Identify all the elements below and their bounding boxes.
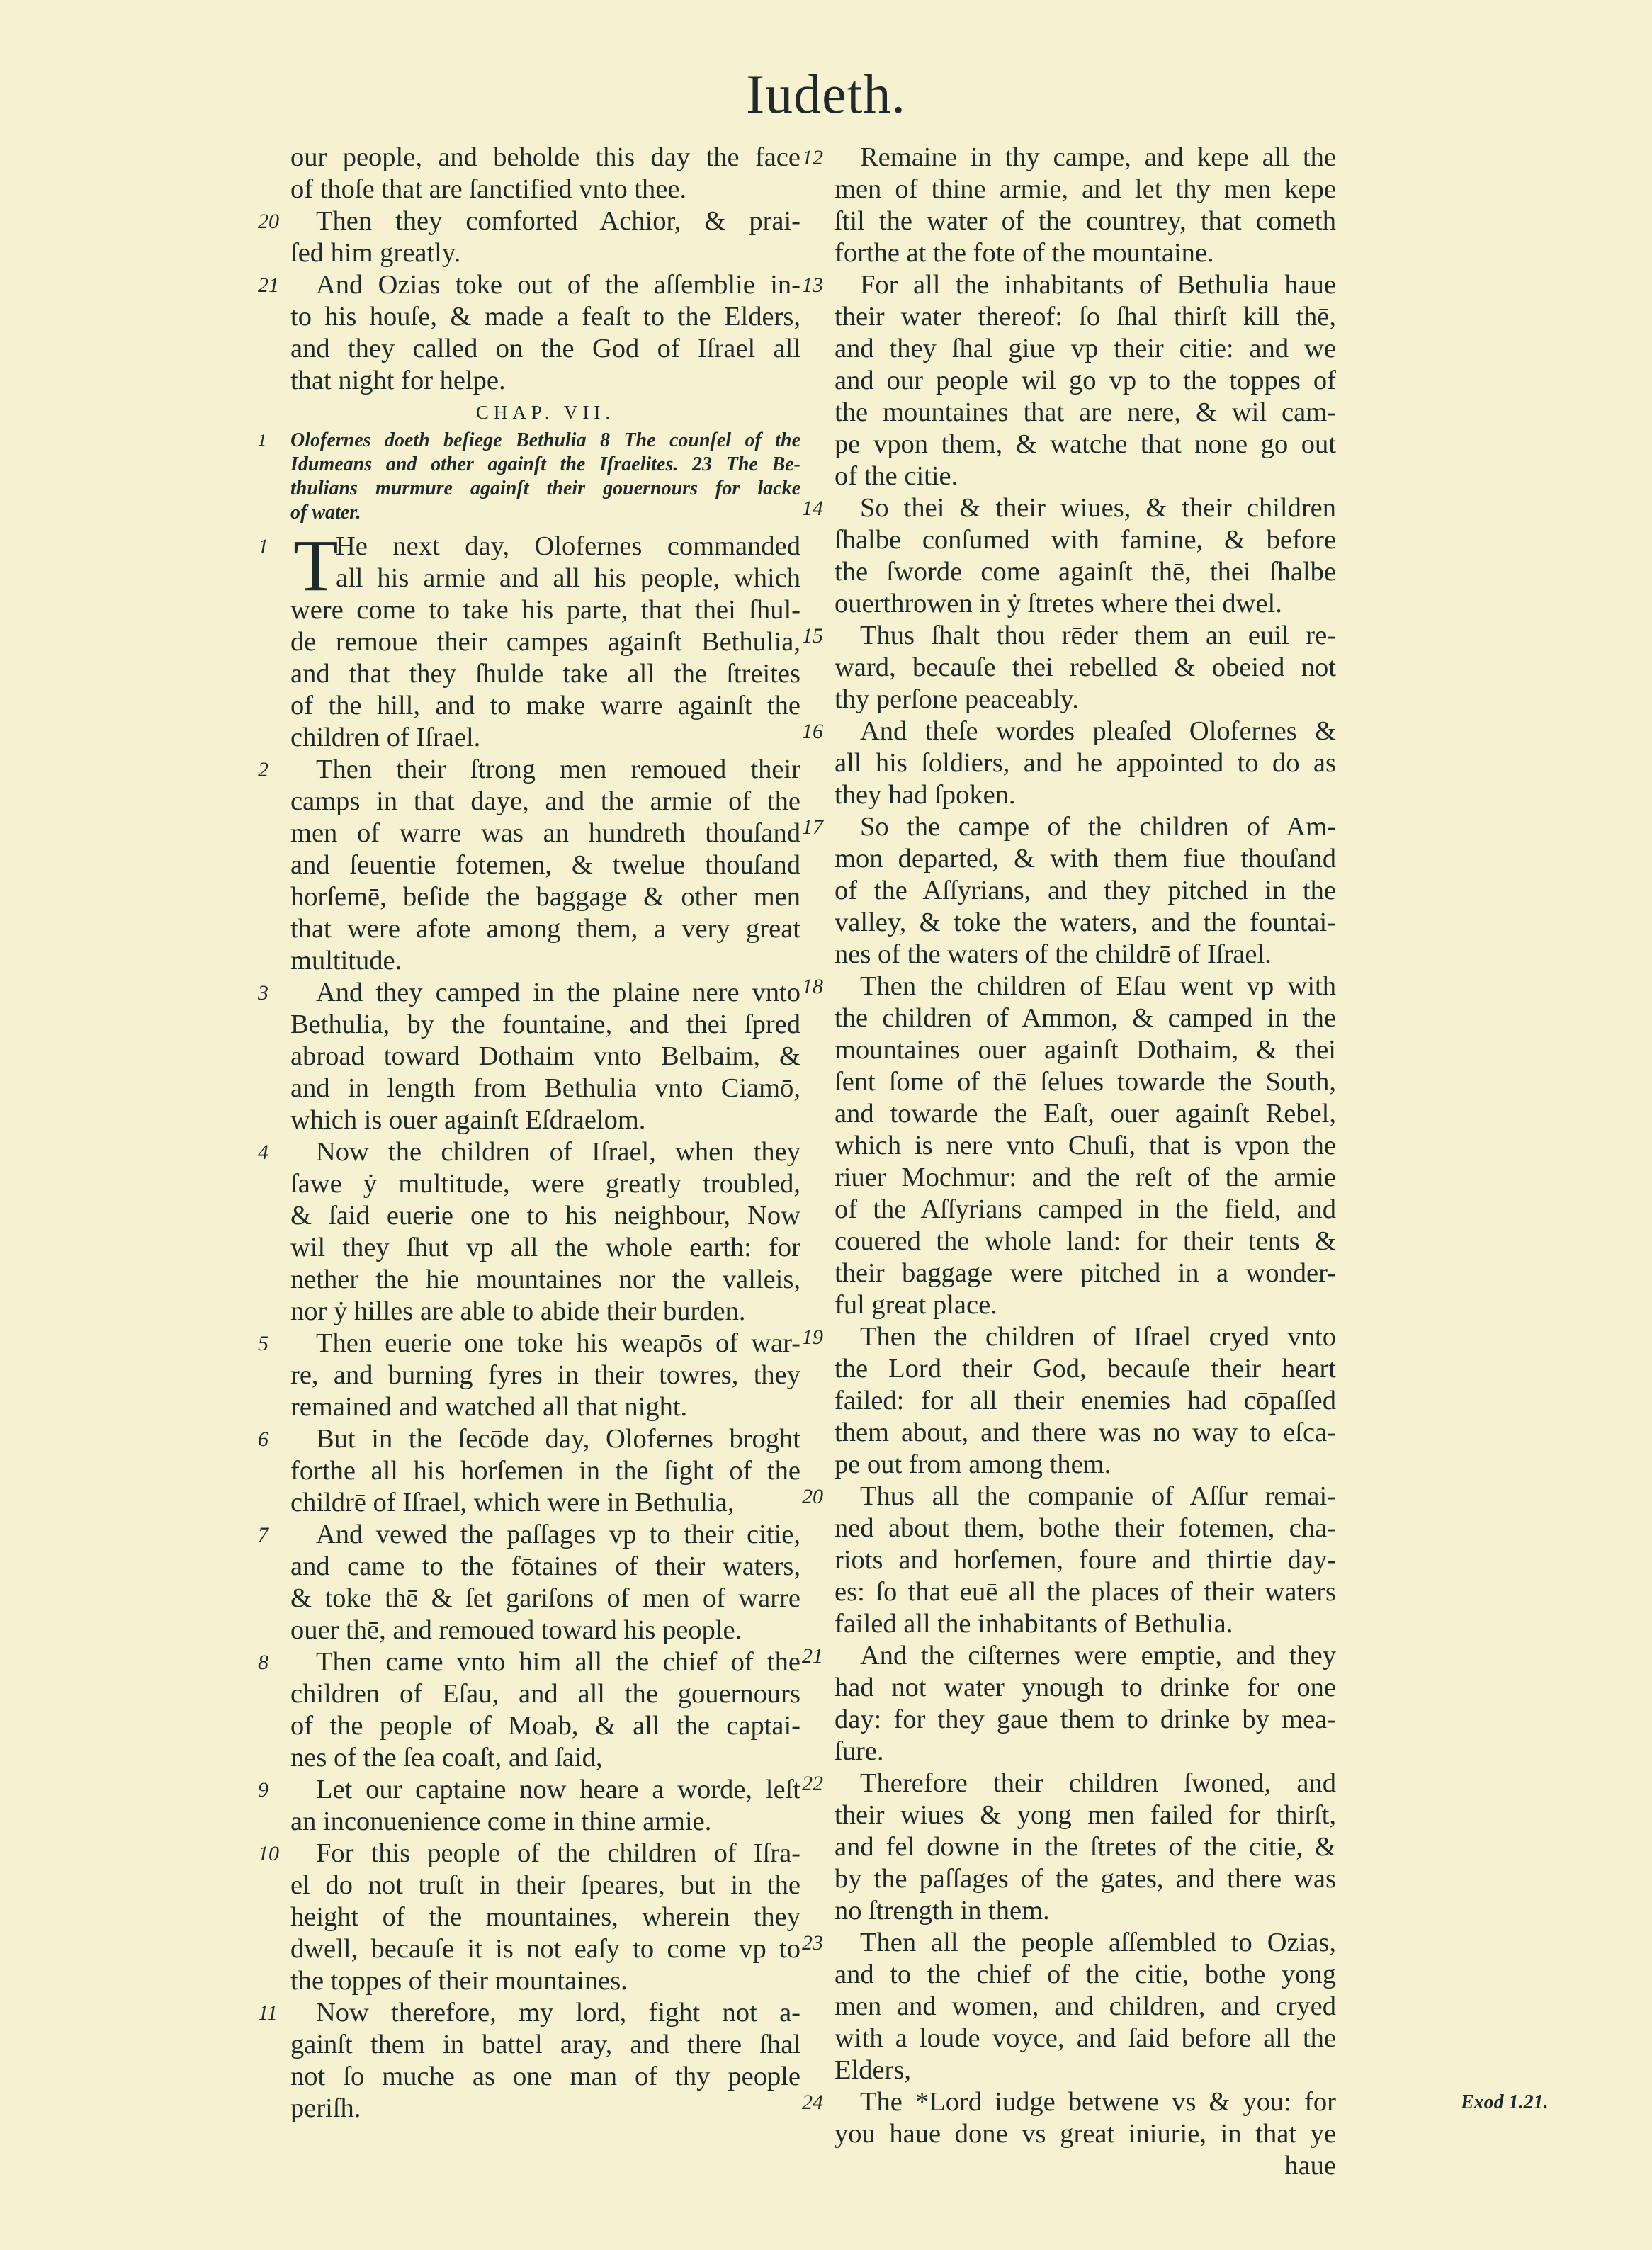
- text-line: failed all the inhabitants of Bethulia.: [835, 1609, 1233, 1639]
- text-line: which is ouer againſt Eſdraelom.: [290, 1105, 646, 1135]
- text-line: And they camped in the plaine nere vnto: [316, 978, 800, 1007]
- verse-number: 21: [802, 1644, 823, 1668]
- verse: [258, 1838, 800, 1997]
- text-line: ned about them, bothe their fotemen, cha-: [835, 1513, 1336, 1543]
- text-line: no ſtrength in them.: [835, 1896, 1050, 1926]
- text-line: by the paſſages of the gates, and there was: [835, 1864, 1336, 1894]
- verse-number: 14: [802, 497, 823, 520]
- verse-number: 5: [258, 1332, 268, 1355]
- text-line: pe out from among them.: [835, 1449, 1111, 1479]
- verse-number: 1: [258, 431, 266, 450]
- verse: [802, 1640, 1336, 1768]
- text-line: Then the children of Eſau went vp with: [860, 971, 1336, 1001]
- text-line: their baggage were pitched in a wonder-: [835, 1258, 1336, 1288]
- text-line: For this people of the children of Iſra-: [316, 1838, 800, 1868]
- text-line: couered the whole land: for their tents &: [835, 1226, 1336, 1256]
- text-line: of the hill, and to make warre againſt the: [290, 691, 800, 720]
- verse: [258, 1646, 800, 1774]
- verse: [802, 620, 1336, 716]
- verse-number: 24: [802, 2091, 823, 2114]
- verse: [802, 142, 1336, 269]
- text-line: Let our captaine now heare a worde, leſt: [316, 1775, 800, 1804]
- text-line: they had ſpoken.: [835, 780, 1016, 810]
- text-line: that were afote among them, a very great: [290, 914, 800, 944]
- text-line: Olofernes doeth beſiege Bethulia 8 The counſel of the: [290, 429, 800, 451]
- text-line: Remaine in thy campe, and kepe all the: [860, 142, 1336, 172]
- text-line: Therefore their children ſwoned, and: [860, 1768, 1336, 1798]
- text-line: mountaines ouer againſt Dothaim, & thei: [835, 1035, 1336, 1065]
- text-line: Thus all the companie of Aſſur remai-: [860, 1481, 1336, 1511]
- verse-number: 15: [802, 624, 823, 648]
- text-line: For all the inhabitants of Bethulia haue: [860, 270, 1336, 300]
- text-line: the mountaines that are nere, & wil cam-: [835, 397, 1336, 427]
- text-line: that night for helpe.: [290, 366, 506, 395]
- text-line: nes of the waters of the childrē of Iſrael.: [835, 939, 1272, 969]
- verse-number: 19: [802, 1325, 823, 1349]
- left-column: [258, 142, 800, 2125]
- verse: [258, 977, 800, 1136]
- text-line: ſed him greatly.: [290, 238, 461, 268]
- text-line: ful great place.: [835, 1290, 997, 1320]
- verse: [802, 716, 1336, 811]
- verse: [802, 1927, 1336, 2086]
- text-line: thulians murmure againſt their gouernours for lacke: [290, 477, 800, 499]
- text-line: wil they ſhut vp all the whole earth: for: [290, 1233, 800, 1262]
- text-line: children of Iſrael.: [290, 723, 481, 752]
- text-line: day: for they gaue them to drinke by mea-: [835, 1705, 1336, 1734]
- text-line: multitude.: [290, 946, 402, 976]
- text-line: Then euerie one toke his weapōs of war-: [316, 1328, 800, 1358]
- text-line: ſawe ẏ multitude, were greatly troubled,: [290, 1169, 800, 1199]
- text-line: and to the chief of the citie, bothe yong: [835, 1960, 1336, 1989]
- text-line: And vewed the paſſages vp to their citie,: [316, 1520, 800, 1549]
- verse-number: 6: [258, 1428, 268, 1451]
- verse: [802, 971, 1336, 1321]
- verse-number: 20: [258, 210, 279, 233]
- text-line: men of thine armie, and let thy men kepe: [835, 174, 1336, 204]
- verse-number: 4: [258, 1141, 268, 1164]
- verse-number: 7: [258, 1523, 268, 1547]
- text-line: of the Aſſyrians camped in the field, and: [835, 1194, 1336, 1224]
- text-line: men of warre was an hundreth thouſand: [290, 818, 800, 848]
- verse: [802, 811, 1336, 971]
- text-line: & toke thē & ſet gariſons of men of warre: [290, 1583, 800, 1613]
- text-line: and they called on the God of Iſrael all: [290, 334, 800, 363]
- text-line: and our people wil go vp to the toppes of: [835, 366, 1336, 395]
- text-line: Now the children of Iſrael, when they: [316, 1137, 800, 1167]
- verse: [258, 1136, 800, 1328]
- margin-note: Exod 1.21.: [1461, 2091, 1549, 2113]
- text-line: had not water ynough to drinke for one: [835, 1673, 1336, 1702]
- text-line: of the people of Moab, & all the captai-: [290, 1711, 800, 1741]
- text-line: forthe all his horſemen in the ſight of the: [290, 1456, 800, 1486]
- text-line: them about, and there was no way to eſca-: [835, 1418, 1336, 1447]
- text-line: He next day, Olofernes commanded: [336, 531, 800, 561]
- text-line: re, and burning fyres in their towres, they: [290, 1360, 800, 1390]
- text-line: Now therefore, my lord, fight not a-: [316, 1998, 800, 2028]
- text-line: Elders,: [835, 2055, 911, 2085]
- text-line: periſh.: [290, 2093, 361, 2123]
- text-line: Thus ſhalt thou rēder them an euil re-: [860, 621, 1336, 650]
- text-line: not ſo muche as one man of thy people: [290, 2062, 800, 2091]
- text-line: men and women, and children, and cryed: [835, 1991, 1336, 2021]
- verse: [258, 1519, 800, 1646]
- text-line: the Lord their God, becauſe their heart: [835, 1354, 1336, 1384]
- verse: [258, 525, 800, 754]
- chapter-argument: [258, 429, 800, 525]
- verse: [258, 1774, 800, 1838]
- right-column: [802, 142, 1336, 2182]
- verse: [802, 1481, 1336, 1640]
- verse-number: 8: [258, 1651, 268, 1674]
- verse-number: 2: [258, 758, 268, 781]
- text-line: el do not truſt in their ſpeares, but in the: [290, 1870, 800, 1900]
- text-line: Then their ſtrong men remoued their: [316, 754, 800, 784]
- drop-capital: T: [293, 525, 339, 606]
- text-line: mon departed, & with them fiue thouſand: [835, 844, 1336, 874]
- text-line: were come to take his parte, that thei ſhul-: [290, 595, 800, 625]
- verse: [290, 142, 800, 205]
- text-line: our people, and beholde this day the face: [290, 142, 800, 172]
- text-line: you haue done vs great iniurie, in that ye: [835, 2119, 1336, 2149]
- text-line: Then they comforted Achior, & prai-: [316, 206, 800, 236]
- text-line: pe vpon them, & watche that none go out: [835, 429, 1336, 459]
- text-line: abroad toward Dothaim vnto Belbaim, &: [290, 1041, 800, 1071]
- text-line: riots and horſemen, foure and thirtie day-: [835, 1545, 1336, 1575]
- verse-number: 20: [802, 1485, 823, 1508]
- text-line: ſtil the water of the countrey, that cometh: [835, 206, 1336, 236]
- verse-number: 18: [802, 975, 823, 998]
- verse: [258, 1997, 800, 2125]
- text-line: the children of Ammon, & camped in the: [835, 1003, 1336, 1033]
- verse: [258, 205, 800, 269]
- verse-number: 9: [258, 1778, 268, 1802]
- text-line: But in the ſecōde day, Olofernes broght: [316, 1424, 800, 1454]
- verse-number: 12: [802, 146, 823, 169]
- text-line: And the ciſternes were emptie, and they: [860, 1641, 1336, 1670]
- verse: [802, 269, 1336, 492]
- text-line: of the Aſſyrians, and they pitched in the: [835, 876, 1336, 905]
- text-line: thy perſone peaceably.: [835, 684, 1079, 714]
- text-line: which is nere vnto Chuſi, that is vpon the: [835, 1131, 1336, 1160]
- text-line: their wiues & yong men failed for thirſt,: [835, 1800, 1336, 1830]
- verse-number: 1: [258, 535, 268, 558]
- text-line: of water.: [290, 502, 361, 524]
- text-line: Then the children of Iſrael cryed vnto: [860, 1322, 1336, 1352]
- text-line: nether the hie mountaines nor the valleis,: [290, 1265, 800, 1294]
- verse-number: 23: [802, 1931, 823, 1955]
- text-line: ouerthrowen in ẏ ſtretes where thei dwel.: [835, 589, 1282, 618]
- text-line: forthe at the fote of the mountaine.: [835, 238, 1214, 268]
- verse: [258, 1423, 800, 1519]
- text-line: valley, & toke the waters, and the fountai-: [835, 908, 1336, 937]
- verse-number: 22: [802, 1772, 823, 1795]
- text-line: ouer thē, and remoued toward his people.: [290, 1615, 742, 1645]
- text-line: children of Eſau, and all the gouernours: [290, 1679, 800, 1709]
- text-line: horſemē, beſide the baggage & other men: [290, 882, 800, 912]
- text-line: Bethulia, by the fountaine, and thei ſpred: [290, 1010, 800, 1039]
- text-line: and came to the fōtaines of their waters,: [290, 1551, 800, 1581]
- verse: [802, 1321, 1336, 1481]
- text-line: Then all the people aſſembled to Ozias,: [860, 1928, 1336, 1957]
- text-line: The *Lord iudge betwene vs & you: for: [860, 2087, 1336, 2117]
- text-line: the ſworde come againſt thē, thei ſhalbe: [835, 557, 1336, 587]
- text-line: And Ozias toke out of the aſſemblie in-: [316, 270, 800, 300]
- text-line: to his houſe, & made a feaſt to the Elders,: [290, 302, 800, 332]
- text-line: camps in that daye, and the armie of the: [290, 786, 800, 816]
- catchword: haue: [1284, 2151, 1336, 2181]
- text-line: nor ẏ hilles are able to abide their burden.: [290, 1296, 746, 1326]
- text-line: and they ſhal giue vp their citie: and we: [835, 334, 1336, 363]
- text-line: gainſt them in battel aray, and there ſhal: [290, 2030, 800, 2059]
- text-line: with a loude voyce, and ſaid before all the: [835, 2023, 1336, 2053]
- text-line: So the campe of the children of Am-: [860, 812, 1336, 842]
- verse: [802, 2086, 1336, 2150]
- verse-number: 3: [258, 981, 268, 1005]
- text-line: the toppes of their mountaines.: [290, 1966, 628, 1996]
- text-line: failed: for all their enemies had cōpaſſed: [835, 1386, 1336, 1415]
- chapter-heading: CHAP. VII.: [475, 402, 616, 423]
- text-line: es: ſo that euē all the places of their waters: [835, 1577, 1336, 1607]
- verse-number: 21: [258, 273, 279, 297]
- text-line: ſent ſome of thē ſelues towarde the South,: [835, 1067, 1336, 1097]
- text-line: of the citie.: [835, 461, 958, 491]
- text-line: height of the mountaines, wherein they: [290, 1902, 800, 1932]
- verse-number: 10: [258, 1842, 279, 1865]
- text-line: de remoue their campes againſt Bethulia,: [290, 627, 800, 657]
- verse: [258, 754, 800, 977]
- text-line: and towarde the Eaſt, ouer againſt Rebel,: [835, 1099, 1336, 1129]
- text-line: riuer Mochmur: and the reſt of the armie: [835, 1163, 1336, 1192]
- verse: [802, 492, 1336, 620]
- text-line: childrē of Iſrael, which were in Bethulia,: [290, 1488, 735, 1517]
- text-line: of thoſe that are ſanctified vnto thee.: [290, 174, 687, 204]
- text-line: ward, becauſe thei rebelled & obeied not: [835, 652, 1336, 682]
- text-line: all his armie and all his people, which: [336, 563, 800, 593]
- verse-number: 16: [802, 720, 823, 743]
- verse-number: 11: [258, 2001, 278, 2025]
- text-line: an inconuenience come in thine armie.: [290, 1807, 712, 1836]
- verse: [802, 1768, 1336, 1927]
- text-line: ſhalbe conſumed with famine, & before: [835, 525, 1336, 555]
- text-line: and that they ſhulde take all the ſtreites: [290, 659, 800, 689]
- text-line: and in length from Bethulia vnto Ciamō,: [290, 1073, 800, 1103]
- verse-number: 13: [802, 273, 823, 297]
- text-line: So thei & their wiues, & their children: [860, 493, 1336, 523]
- text-line: remained and watched all that night.: [290, 1392, 688, 1422]
- text-line: Then came vnto him all the chief of the: [316, 1647, 800, 1677]
- verse: [258, 1328, 800, 1423]
- page-title: Iudeth.: [746, 63, 906, 125]
- verse: [258, 269, 800, 397]
- verse-number: 17: [802, 815, 823, 839]
- text-line: all his ſoldiers, and he appointed to do as: [835, 748, 1336, 778]
- text-line: and ſeuentie fotemen, & twelue thouſand: [290, 850, 800, 880]
- text-line: Idumeans and other againſt the Iſraelites. 23 The Be-: [290, 453, 800, 475]
- text-line: And theſe wordes pleaſed Olofernes &: [860, 716, 1336, 746]
- text-line: ſure.: [835, 1736, 884, 1766]
- text-line: dwell, becauſe it is not eaſy to come vp to: [290, 1934, 800, 1964]
- text-line: and fel downe in the ſtretes of the citie, &: [835, 1832, 1336, 1862]
- text-line: & ſaid euerie one to his neighbour, Now: [290, 1201, 800, 1231]
- text-line: their water thereof: ſo ſhal thirſt kill thē,: [835, 302, 1336, 332]
- text-line: nes of the ſea coaſt, and ſaid,: [290, 1743, 603, 1773]
